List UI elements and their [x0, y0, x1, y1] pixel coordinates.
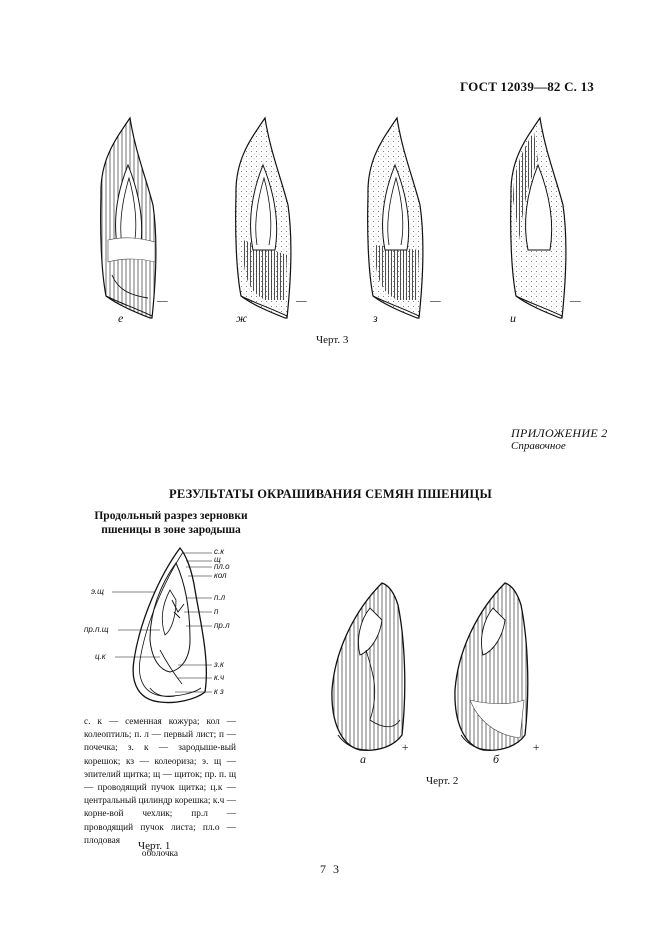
grain-stain-a	[332, 583, 405, 750]
label-kch: к.ч	[214, 673, 225, 682]
page-number: 7 3	[320, 862, 341, 876]
page-header: ГОСТ 12039—82 С. 13	[460, 79, 594, 94]
label-plo: пл.о	[214, 562, 230, 571]
figure3-letter-z: з	[373, 311, 378, 325]
section-title: РЕЗУЛЬТАТЫ ОКРАШИВАНИЯ СЕМЯН ПШЕНИЦЫ	[169, 487, 492, 501]
label-shch: щ	[214, 555, 221, 564]
label-prpshch: пр.п.щ	[84, 625, 109, 634]
figure3-caption: Черт. 3	[316, 334, 349, 346]
figure1-legend-last: оболочка	[141, 849, 179, 860]
figure1-caption: Черт. 1	[138, 840, 171, 852]
label-pl: п.л	[214, 593, 226, 602]
figure2-letter-b: б	[493, 752, 500, 766]
label-zk: з.к	[214, 660, 224, 669]
figure3-sign-zh: —	[296, 293, 307, 307]
grain-stain-b	[455, 583, 528, 750]
figure2-letter-a: а	[360, 752, 366, 766]
figure3-letter-e: е	[118, 311, 124, 325]
label-prl: пр.л	[214, 621, 230, 630]
figure3-sign-e: —	[157, 293, 168, 307]
label-kol: кол	[214, 571, 227, 580]
label-kz: к з	[214, 687, 224, 696]
figure2-sign-a: +	[401, 740, 410, 754]
appendix-subtitle: Справочное	[511, 440, 566, 452]
figure1-legend-text: с. к — семенная кожура; кол — колеоптиль; п. л — первый лист; п — почечка; з. к — зародыше-вый корешок; кз — колеориза; э. щ — эпителий щитка; щ — щиток; пр. п. щ — проводящий пучок щитка; ц.к — центральный цилиндр корешка; к.ч — корне-вой чехлик; пр.л — проводящий пучок листа; пл.о — плодовая	[84, 717, 236, 846]
label-p: п	[214, 607, 219, 616]
figure3-letter-zh: ж	[236, 311, 248, 325]
figure3-letter-i: и	[510, 311, 516, 325]
figure3-sign-i: —	[570, 293, 581, 307]
figure2-sign-b: +	[532, 740, 541, 754]
figure2-caption: Черт. 2	[426, 775, 459, 787]
label-sk: с.к	[214, 547, 224, 556]
figure1-title-line2: пшеницы в зоне зародыша	[101, 524, 241, 536]
figure3-sign-z: —	[430, 293, 441, 307]
label-eshch: э.щ	[91, 587, 104, 596]
figure1-title-line1: Продольный разрез зерновки	[94, 510, 248, 522]
label-tsk: ц.к	[95, 652, 106, 661]
appendix-title: ПРИЛОЖЕНИЕ 2	[511, 426, 608, 440]
